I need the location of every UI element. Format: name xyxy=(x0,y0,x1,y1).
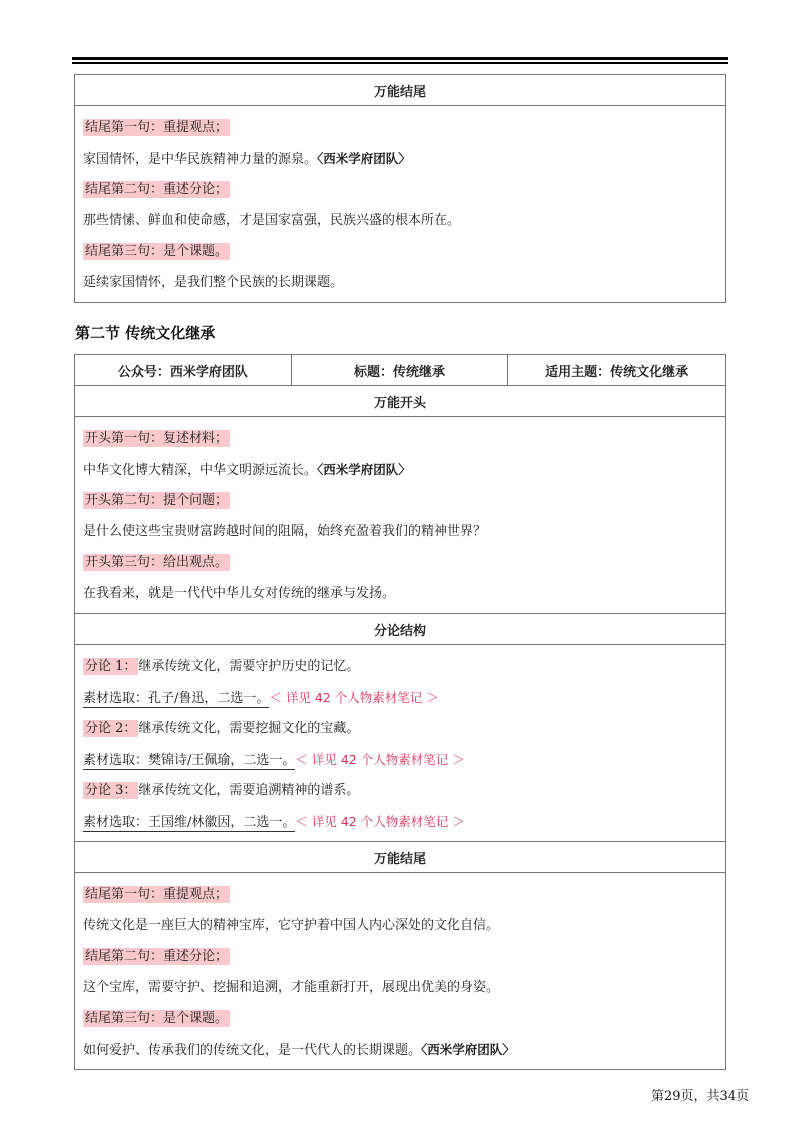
structure-body xyxy=(75,645,726,842)
ending-header-2: 万能结尾 xyxy=(75,842,726,873)
ending-label-3: 结尾第三句：是个课题。 xyxy=(85,244,229,259)
info-title: 标题：传统继承 xyxy=(291,355,508,386)
ending-table-1 xyxy=(74,74,726,303)
page-number: 第29页，共34页 xyxy=(651,1089,750,1104)
ending2-text-2: 这个宝库，需要守护、挖掘和追溯，才能重新打开，展现出优美的身姿。 xyxy=(83,980,500,995)
opening-text-2: 是什么使这些宝贵财富跨越时间的阻隔，始终充盈着我们的精神世界？ xyxy=(83,524,487,539)
ending-body-1 xyxy=(75,106,726,303)
argument-source-3: 素材选取：王国维/林徽因，二选一。＜ 详见 42 个人物素材笔记 ＞ xyxy=(83,814,465,830)
argument-3: 分论 3： 继承传统文化，需要追溯精神的谱系。 xyxy=(85,783,360,798)
ending2-label-1: 结尾第一句：重提观点； xyxy=(85,887,229,902)
opening-label-3: 开头第三句：给出观点。 xyxy=(85,555,229,570)
argument-2: 分论 2： 继承传统文化，需要挖掘文化的宝藏。 xyxy=(85,721,360,736)
ending-text-1: 家国情怀，是中华民族精神力量的源泉。〈西米学府团队〉 xyxy=(83,151,411,167)
ending-text-2: 那些情愫、鲜血和使命感，才是国家富强，民族兴盛的根本所在。 xyxy=(83,213,461,228)
ending-body-2 xyxy=(75,873,726,1070)
outline-table-2 xyxy=(74,354,726,1070)
opening-header: 万能开头 xyxy=(75,386,726,417)
ending2-text-1: 传统文化是一座巨大的精神宝库，它守护着中国人内心深处的文化自信。 xyxy=(83,918,500,933)
ending2-text-3: 如何爱护、传承我们的传统文化，是一代代人的长期课题。〈西米学府团队〉 xyxy=(83,1042,515,1058)
ending-header-1: 万能结尾 xyxy=(75,75,726,106)
ending-label-1: 结尾第一句：重提观点； xyxy=(85,120,229,135)
ending2-label-2: 结尾第二句：重述分论； xyxy=(85,949,229,964)
argument-1: 分论 1： 继承传统文化，需要守护历史的记忆。 xyxy=(85,659,360,674)
info-account: 公众号：西米学府团队 xyxy=(75,355,292,386)
ending-text-3: 延续家国情怀，是我们整个民族的长期课题。 xyxy=(83,275,344,290)
opening-label-2: 开头第二句：提个问题； xyxy=(85,493,229,508)
structure-header: 分论结构 xyxy=(75,614,726,645)
section-title: 第二节 传统文化继承 xyxy=(75,324,216,342)
info-theme: 适用主题：传统文化继承 xyxy=(508,355,726,386)
header-rule-thick xyxy=(72,57,728,60)
opening-text-3: 在我看来，就是一代代中华儿女对传统的继承与发扬。 xyxy=(83,586,396,601)
argument-source-1: 素材选取：孔子/鲁迅，二选一。＜ 详见 42 个人物素材笔记 ＞ xyxy=(83,690,439,706)
header-rule-thin xyxy=(72,62,728,64)
opening-label-1: 开头第一句：复述材料； xyxy=(85,431,229,446)
opening-text-1: 中华文化博大精深，中华文明源远流长。〈西米学府团队〉 xyxy=(83,462,411,478)
ending2-label-3: 结尾第三句：是个课题。 xyxy=(85,1011,229,1026)
ending-label-2: 结尾第二句：重述分论； xyxy=(85,182,229,197)
argument-source-2: 素材选取：樊锦诗/王佩瑜，二选一。＜ 详见 42 个人物素材笔记 ＞ xyxy=(83,752,465,768)
opening-body xyxy=(75,417,726,614)
